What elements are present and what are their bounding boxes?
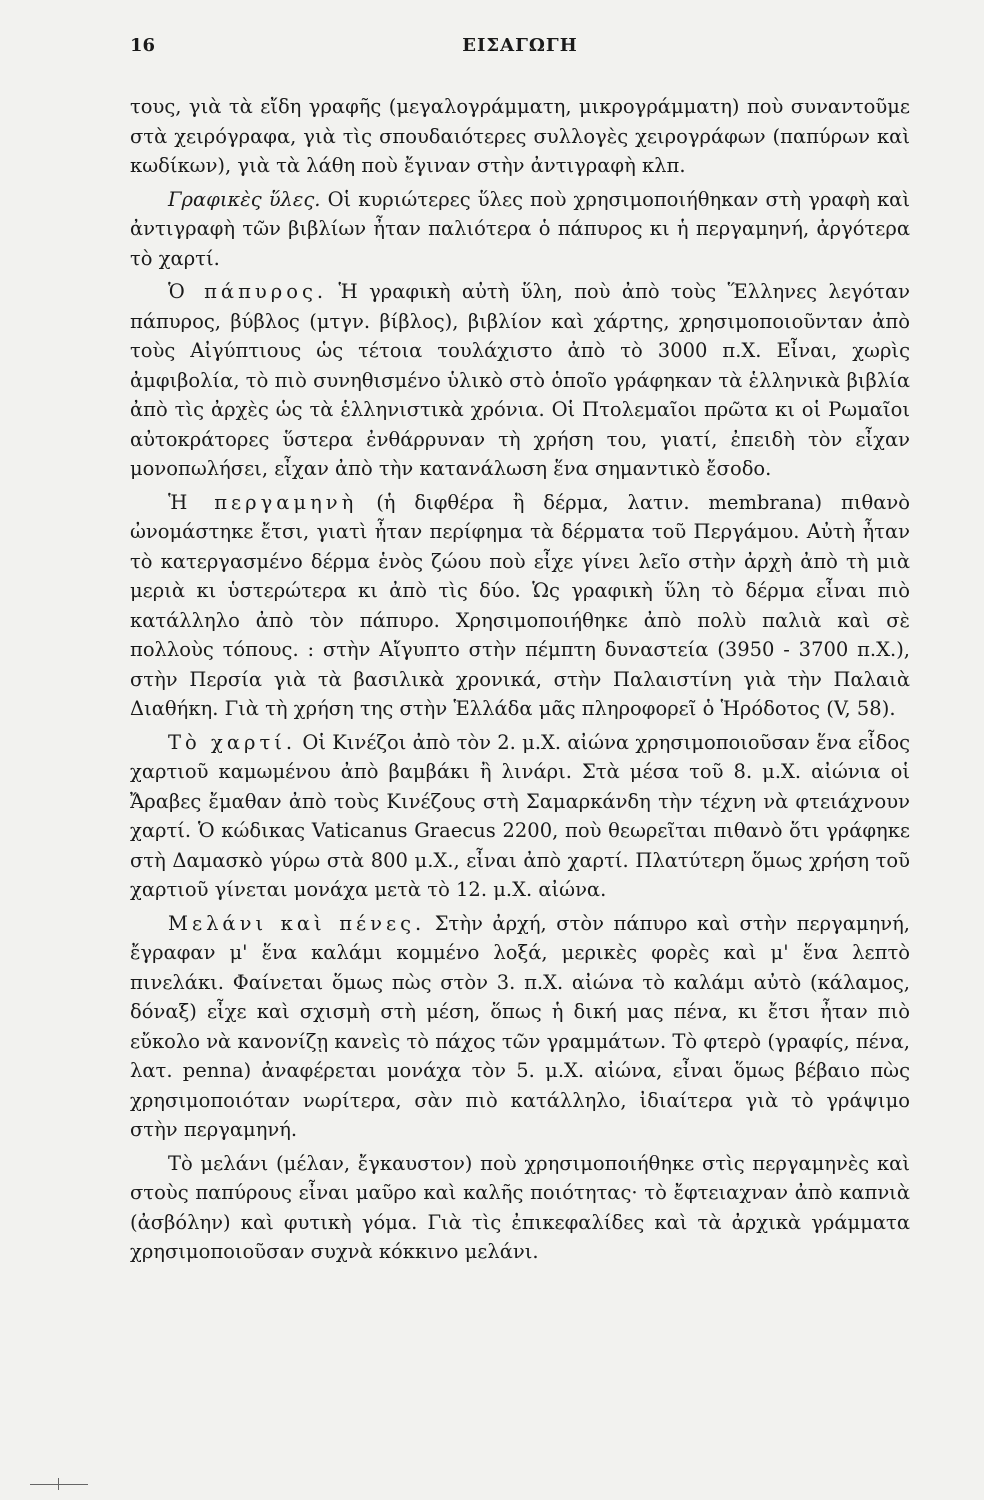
section-lead: Μελάνι καὶ πένες. [168, 911, 426, 935]
paragraph-1 [130, 92, 910, 181]
section-lead: Γραφικὲς ὕλες. [168, 187, 321, 211]
paragraph-text: Τὸ μελάνι (μέλαν, ἔγκαυστον) ποὺ χρησιμοποιήθηκε στὶς περγαμηνὲς καὶ στοὺς παπύρους εἶναι μαῦρο καὶ καλῆς ποιότητας· τὸ ἔφτειαχναν ἀπὸ καπνιὰ (ἀσβόλην) καὶ φυτικὴ γόμα. Γιὰ τὶς ἐπικεφαλίδες καὶ τὰ ἀρχικὰ γράμματα χρησιμοποιοῦσαν συχνὰ κόκκινο μελάνι. [130, 1151, 910, 1263]
page-number: 16 [130, 35, 156, 56]
paragraph-text: Οἱ Κινέζοι ἀπὸ τὸν 2. μ.Χ. αἰώνα χρησιμοποιοῦσαν ἕνα εἶδος χαρτιοῦ καμωμένου ἀπὸ βαμβάκι ἢ λινάρι. Στὰ μέσα τοῦ 8. μ.Χ. αἰώνια οἱ Ἄραβες ἔμαθαν ἀπὸ τοὺς Κινέζους στὴ Σαμαρκάνδη τὴν τέχνη νὰ φτειάχνουν χαρτί. Ὁ κώδικας Vaticanus Graecus 2200, ποὺ θεωρεῖται πιθανὸ ὅτι γράφηκε στὴ Δαμασκὸ γύρω στὰ 800 μ.Χ., εἶναι ἀπὸ χαρτί. Πλατύτερη ὅμως χρήση τοῦ χαρτιοῦ γίνεται μονάχα μετὰ τὸ 12. μ.Χ. αἰώνα. [130, 730, 910, 901]
paragraph-text: (ἡ διφθέρα ἢ δέρμα, λατιν. membrana) πιθανὸ ὠνομάστηκε ἔτσι, γιατὶ ἦταν περίφημα τὰ δέρματα τοῦ Περγάμου. Αὐτὴ ἦταν τὸ κατεργασμένο δέρμα ἑνὸς ζώου ποὺ εἶχε γίνει λεῖο στὴν ἀρχὴ ἀπὸ τὴ μιὰ μεριὰ κι ὑστερώτερα κι ἀπὸ τὶς δύο. Ὡς γραφικὴ ὕλη τὸ δέρμα εἶναι πιὸ κατάλληλο ἀπὸ τὸν πάπυρο. Χρησιμοποιήθηκε ἀπὸ πολὺ παλιὰ καὶ σὲ πολλοὺς τόπους. : στὴν Αἴγυπτο στὴν πέμπτη δυναστεία (3950 - 3700 π.Χ.), στὴν Περσία γιὰ τὰ βασιλικὰ χρονικά, στὴν Παλαιστίνη γιὰ τὴν Παλαιὰ Διαθήκη. Γιὰ τὴ χρήση της στὴν Ἑλλάδα μᾶς πληροφορεῖ ὁ Ἡρόδοτος (V, 58). [130, 490, 910, 720]
section-lead: Ὁ πάπυρος. [168, 280, 328, 303]
running-head: ΕΙΣΑΓΩΓΗ [462, 35, 578, 56]
paragraph-text: Οἱ κυριώτερες ὕλες ποὺ χρησιμοποιήθηκαν στὴ γραφὴ καὶ ἀντιγραφὴ τῶν βιβλίων ἦταν παλιότερα ὁ πάπυρος κι ἡ περγαμηνή, ἀργότερα τὸ χαρτί. [130, 187, 910, 270]
section-lead: Ἡ περγαμηνὴ [168, 490, 358, 514]
page-header [130, 35, 910, 65]
paragraph-4 [130, 488, 910, 724]
paragraph-text: τους, γιὰ τὰ εἴδη γραφῆς (μεγαλογράμματη, μικρογράμματη) ποὺ συναντοῦμε στὰ χειρόγραφα, γιὰ τὶς σπουδαιότερες συλλογὲς χειρογράφων (παπύρων καὶ κωδίκων), γιὰ τὰ λάθη ποὺ ἔγιναν στὴν ἀντιγραφὴ κλπ. [130, 95, 910, 177]
paragraph-6 [130, 909, 910, 1145]
crop-mark-vertical [58, 1478, 59, 1490]
paragraph-2 [130, 185, 910, 274]
crop-mark [30, 1484, 88, 1485]
section-lead: Τὸ χαρτί. [168, 730, 297, 754]
body-text [130, 92, 910, 1271]
paragraph-5 [130, 728, 910, 905]
paragraph-7 [130, 1149, 910, 1267]
paragraph-text: Στὴν ἀρχή, στὸν πάπυρο καὶ στὴν περγαμηνή, ἔγραφαν μ' ἕνα καλάμι κομμένο λοξά, μερικὲς φορὲς καὶ μ' ἕνα λεπτὸ πινελάκι. Φαίνεται ὅμως πὼς στὸν 3. π.Χ. αἰώνα τὸ καλάμι αὐτὸ (κάλαμος, δόναξ) εἶχε καὶ σχισμὴ στὴ μέση, ὅπως ἡ δική μας πένα, κι ἔτσι ἦταν πιὸ εὔκολο νὰ κανονίζῃ κανεὶς τὸ πάχος τῶν γραμμάτων. Τὸ φτερὸ (γραφίς, πένα, λατ. penna) ἀναφέρεται μονάχα τὸν 5. μ.Χ. αἰώνα, εἶναι ὅμως βέβαιο πὼς χρησιμοποιόταν νωρίτερα, σὰν πιὸ κατάλληλο, ἰδιαίτερα γιὰ τὸ γράψιμο στὴν περγαμηνή. [130, 911, 910, 1141]
paragraph-text: Ἡ γραφικὴ αὐτὴ ὕλη, ποὺ ἀπὸ τοὺς Ἕλληνες λεγόταν πάπυρος, βύβλος (μτγν. βίβλος), βιβλίον καὶ χάρτης, χρησιμοποιοῦνταν ἀπὸ τοὺς Αἰγύπτιους ὡς τέτοια τουλάχιστο ἀπὸ τὸ 3000 π.Χ. Εἶναι, χωρὶς ἀμφιβολία, τὸ πιὸ συνηθισμένο ὑλικὸ στὸ ὁποῖο γράφηκαν τὰ ἑλληνικὰ βιβλία ἀπὸ τὶς ἀρχὲς ὡς τὰ ἑλληνιστικὰ χρόνια. Οἱ Πτολεμαῖοι πρῶτα κι οἱ Ρωμαῖοι αὐτοκράτορες ὕστερα ἐνθάρρυναν τὴ χρήση του, γιατί, ἐπειδὴ τὸν εἶχαν μονοπωλήσει, εἶχαν ἀπὸ τὴν κατανάλωση ἕνα σημαντικὸ ἔσοδο. [130, 280, 910, 480]
paragraph-3 [130, 277, 910, 484]
